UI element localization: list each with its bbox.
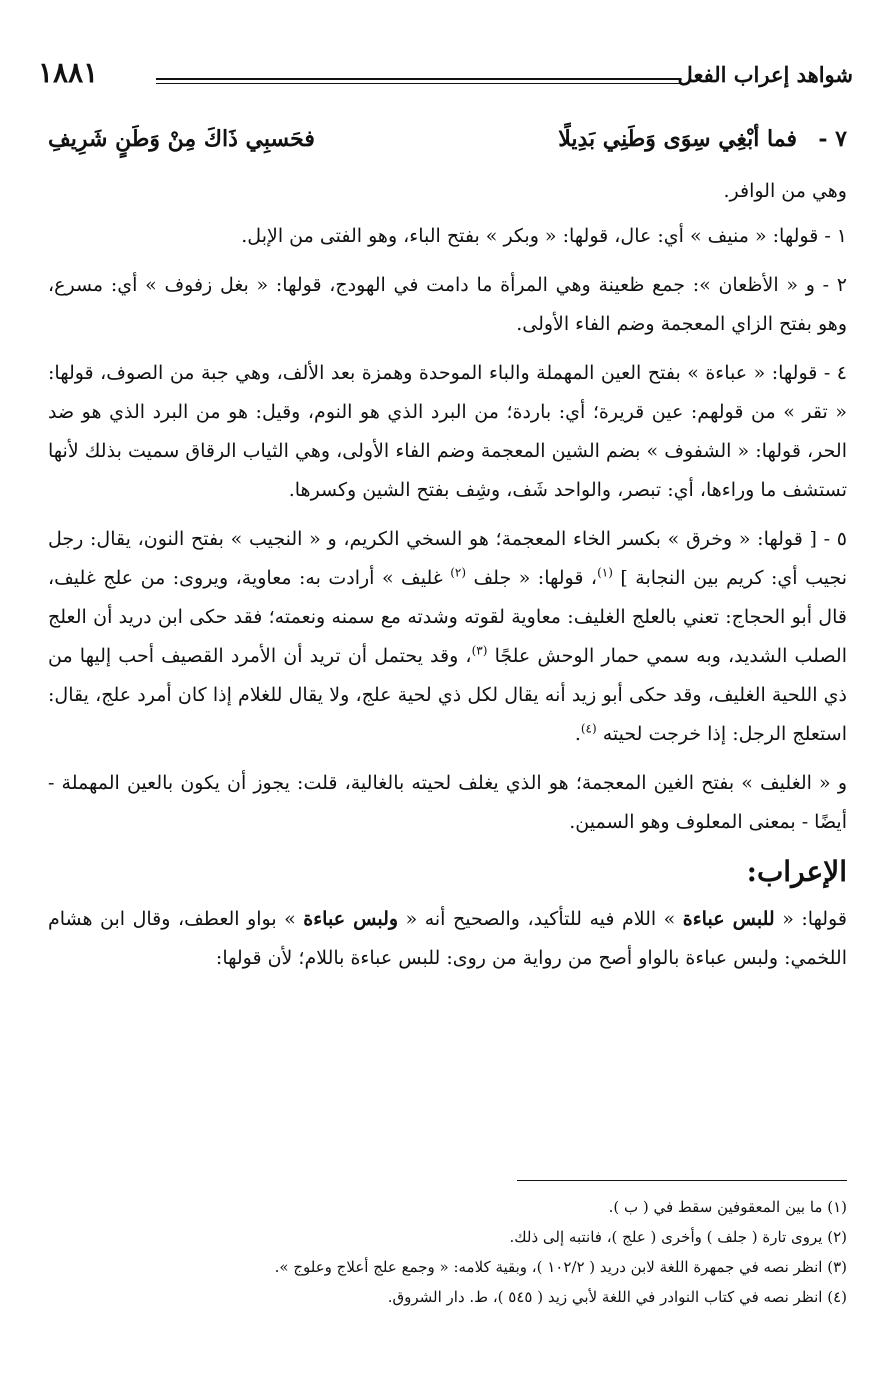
commentary-paragraph-4: ٤ - قولها: « عباءة » بفتح العين المهملة والباء الموحدة وهمزة بعد الألف، وهي جبة من الصوف، قولها: « تقر » من قولهم: عين قريرة؛ أي: باردة؛ من البرد الذي هو النوم، وقيل: هو من البرد الذي هو ضد الحر، قولها: « الشفوف » بضم الشين المعجمة وضم الفاء الأولى، وهي الثياب الرقاق سميت بذلك لأنها تستشف ما وراءها، أي: تبصر، والواحد شَف، وشِف بفتح الشين وكسرها.: [48, 362, 847, 501]
paragraph-segment: غليف » أرادت به: معاوية، ويروى: من علج غليف، قال أبو الحجاج: تعني بالعلج الغليف: معاوية لقوته وشدته مع سمنه ونعمته؛ فقد حكى ابن دريد أن العلج الصلب الشديد، وبه سمي حمار الوحش علجًا: [48, 567, 847, 667]
irab-text: » بواو العطف، وقال ابن هشام اللخمي: ولبس عباءة بالواو أصح من رواية من روى: للبس عباءة باللام؛ لأن قولها:: [48, 908, 847, 969]
footnotes: [48, 1192, 847, 1312]
irab-text: قولها: «: [782, 908, 847, 930]
poetry-verse: [48, 126, 847, 172]
verse-first-hemistich: فما أبْغِي سِوَى وَطَنِي بَدِيلًا: [558, 126, 797, 152]
footnote-marker-3[interactable]: (٣): [471, 643, 488, 658]
footnote-marker-4[interactable]: (٤): [580, 721, 597, 736]
header-rule-thin: [156, 83, 681, 84]
verse-number: ٧ -: [818, 126, 847, 152]
header-rule: [156, 78, 681, 80]
footnote-1: (١) ما بين المعقوفين سقط في ( ب ).: [608, 1198, 847, 1216]
running-title: شواهد إعراب الفعل: [677, 62, 853, 87]
footnote-marker-2[interactable]: (٢): [450, 565, 467, 580]
main-text: [48, 126, 847, 988]
irab-paragraph: [48, 900, 847, 978]
footnote-marker-1[interactable]: (١): [597, 565, 613, 580]
footnote-4: (٤) انظر نصه في كتاب النوادر في اللغة لأبي زيد ( ٥٤٥ )، ط. دار الشروق.: [387, 1288, 847, 1306]
irab-bold-term: ولبس عباءة: [303, 908, 399, 930]
footnote-3: (٣) انظر نصه في جمهرة اللغة لابن دريد ( ١٠٢/٢ )، وبقية كلامه: « وجمع علج أعلاج وعلوج ».: [274, 1258, 847, 1276]
section-heading: الإعراب:: [746, 855, 847, 888]
paragraph-segment: ، وقد يحتمل أن تريد أن الأمرد القصيف أحب إليها من ذي اللحية الغليف، وقد حكى أبو زيد أنه يقال لكل ذي لحية علج، ولا يقال للغلام إذا كان أمرد علج، يقال: استعلج الرجل: إذا خرجت لحيته: [48, 645, 847, 745]
commentary-paragraph-6: و « الغليف » بفتح الغين المعجمة؛ هو الذي يغلف لحيته بالغالية، قلت: يجوز أن يكون بالعين المهملة - أيضًا - بمعنى المعلوف وهو السمين.: [48, 772, 847, 833]
irab-bold-term: للبس عباءة: [682, 908, 775, 930]
commentary-paragraph-1: ١ - قولها: « منيف » أي: عال، قولها: « وبكر » بفتح الباء، وهو الفتى من الإبل.: [241, 225, 847, 247]
irab-text: » اللام فيه للتأكيد، والصحيح أنه «: [405, 908, 676, 930]
meter-line: وهي من الوافر.: [723, 180, 847, 202]
footnote-2: (٢) يروى تارة ( جلف ) وأخرى ( علج )، فانتبه إلى ذلك.: [509, 1228, 847, 1246]
paragraph-segment: ٥ - [ قولها: « وخرق » بكسر الخاء المعجمة؛ هو السخي الكريم، و « النجيب » بفتح النون، يقال: رجل نجيب أي: كريم بين النجابة ]: [48, 528, 848, 589]
page-number: ١٨٨١: [38, 56, 99, 89]
verse-second-hemistich: فحَسبِي ذَاكَ مِنْ وَطَنٍ شَرِيفِ: [48, 126, 315, 152]
commentary-paragraph-5: ٥ - [ قولها: « وخرق » بكسر الخاء المعجمة؛ هو السخي الكريم، و « النجيب » بفتح النون، يقال: رجل نجيب أي: كريم بين النجابة ] $^{(١)}$، قولها: « جلف $^{(٢)}$ غليف » أرادت به: معاوية، ويروى: من علج غليف، قال أبو الحجاج: تعني بالعلج الغليف: معاوية لقوته وشدته مع سمنه ونعمته؛ فقد حكى ابن دريد أن العلج الصلب الشديد، وبه سمي حمار الوحش علجًا $^{(٣)}$، وقد يحتمل أن تريد أن الأمرد القصيف أحب إليها من ذي اللحية الغليف، وقد حكى أبو زيد أنه يقال لكل ذي لحية علج، ولا يقال للغلام إذا كان أمرد علج، يقال: استعلج الرجل: إذا خرجت لحيته $^{(٤)}$.: [48, 528, 848, 745]
commentary-paragraph-2: ٢ - و « الأظعان »: جمع ظعينة وهي المرأة ما دامت في الهودج، قولها: « بغل زفوف » أي: مسرع، وهو بفتح الزاي المعجمة وضم الفاء الأولى.: [48, 274, 847, 335]
paragraph-segment: ، قولها: « جلف: [473, 567, 598, 589]
running-header: [38, 58, 853, 98]
footnote-separator: [517, 1180, 847, 1181]
